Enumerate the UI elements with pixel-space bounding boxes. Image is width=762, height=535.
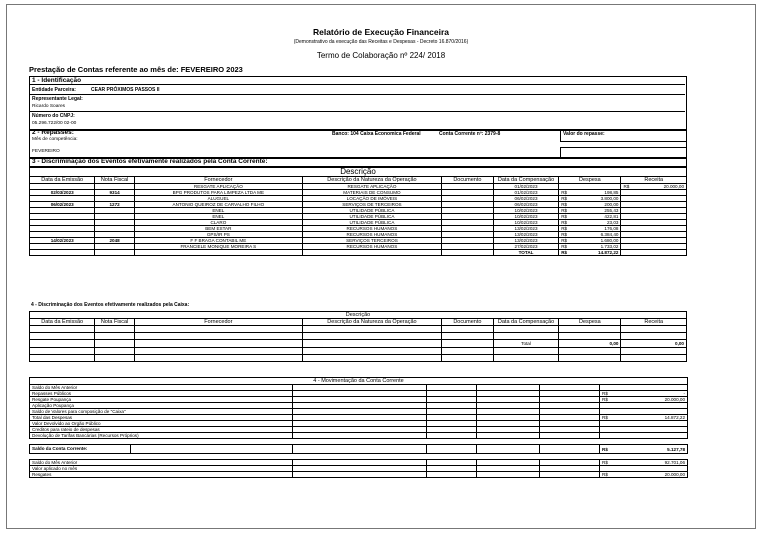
compensation-date: 10/02/2023: [493, 220, 558, 226]
compensation-date: 06/02/2023: [493, 202, 558, 208]
col-header: Despesa: [559, 177, 621, 184]
operation-description: RECURSOS HUMANOS: [302, 226, 441, 232]
col-header: Descrição da Natureza da Operação: [302, 177, 441, 184]
invoice-number: 2048: [95, 238, 134, 244]
col-header: Data da Compensação: [493, 177, 558, 184]
caixa-total-receita: 0,00: [621, 340, 687, 348]
entity-value: CEAR PRÓXIMOS PASSOS II: [91, 87, 160, 93]
operation-description: MATERIAIS DE CONSUMO: [302, 190, 441, 196]
currency-label: R$: [561, 232, 568, 237]
report-title: Relatório de Execução Financeira: [312, 27, 450, 37]
expense-value: 3.800,00: [600, 196, 619, 201]
representative-value: Ricardo Soares: [32, 104, 66, 109]
movement-label: Resgate Poupança: [30, 397, 293, 403]
repasse-value-label: Valor do repasse:: [563, 131, 605, 137]
currency-label: R$: [561, 238, 568, 243]
caixa-description-heading: Descrição: [30, 312, 687, 319]
movement-label: Valor Devolvido ao Orgão Público: [30, 421, 293, 427]
movement-value: 14.872,22: [664, 415, 686, 420]
currency-label: R$: [561, 220, 568, 225]
account-info: Conta Corrente nº: 2379-8: [439, 131, 501, 137]
supplier: CLARO: [134, 220, 302, 226]
table-row: [30, 355, 687, 362]
caixa-total-label: Total: [493, 340, 558, 348]
report-subtitle: (Demonstrativo da execução das Receitas e Despesas - Decreto 16.870/2016): [293, 39, 469, 45]
caixa-table: [29, 311, 687, 362]
col-header: Receita: [621, 319, 687, 326]
expense-value: 255,43: [604, 208, 619, 213]
total-value: 14.872,22: [598, 250, 619, 255]
compensation-date: 13/02/2023: [493, 238, 558, 244]
cnpj-label: Número do CNPJ:: [32, 113, 75, 119]
saldo-label: Saldo da Conta Corrente:: [30, 445, 131, 454]
supplier: ENEL: [134, 214, 302, 220]
movement-label: Total das Despesas: [30, 415, 293, 421]
expense-value: 23,03: [606, 220, 619, 225]
movement-label: Aplicação Poupança: [30, 403, 293, 409]
competence-value: FEVEREIRO: [32, 149, 60, 154]
movement-value: -: [683, 391, 686, 396]
competence-label: Mês de competência:: [32, 137, 78, 142]
supplier: FRANCIELE MONIQUE MOREIRA S: [134, 244, 302, 250]
compensation-date: 13/02/2023: [493, 226, 558, 232]
identification-section-title: 1 - Identificação: [32, 77, 82, 84]
caixa-section-title: 4 - Discriminação dos Eventos efetivamente realizados pela Caixa:: [31, 302, 190, 308]
movement-label: Saldo de Valores para composição de "Caixa": [30, 409, 293, 415]
description-heading: Descrição: [30, 167, 687, 177]
compensation-date: 10/02/2023: [493, 208, 558, 214]
col-header: Fornecedor: [134, 177, 302, 184]
currency-label: R$: [561, 214, 568, 219]
col-header: Data da Compensação: [493, 319, 558, 326]
compensation-date: 06/02/2023: [493, 196, 558, 202]
col-header: Despesa: [559, 319, 621, 326]
operation-description: SERVIÇOS DE TERCEIROS: [302, 202, 441, 208]
col-header: Descrição da Natureza da Operação: [302, 319, 441, 326]
table-header-row: [30, 177, 687, 184]
supplier: ENEL: [134, 208, 302, 214]
supplier: ALUGUEL: [134, 196, 302, 202]
expense-value: 422,81: [604, 214, 619, 219]
bank-info: Banco: 104 Caixa Economica Federal: [332, 131, 421, 137]
events-table: [29, 166, 687, 256]
movement-table: [29, 377, 688, 478]
currency-label: R$: [561, 244, 568, 249]
movement-label: Devolução de Tarifas Bancárias (Recursos Próprios): [30, 433, 293, 439]
emission-date: 06/02/2023: [30, 202, 95, 208]
representative-label: Representante Legal:: [32, 96, 83, 102]
operation-description: UTILIDADE PÚBLICA: [302, 214, 441, 220]
movement-value: 20.000,00: [664, 472, 686, 477]
operation-description: RECURSOS HUMANOS: [302, 232, 441, 238]
cnpj-value: 05.296.722/00 02-00: [32, 121, 77, 126]
caixa-header-row: [30, 319, 687, 326]
currency-label: R$: [602, 460, 608, 465]
col-header: Data da Emissão: [30, 319, 95, 326]
compensation-date: 01/02/2023: [493, 184, 558, 190]
expense-value: 1.733,02: [600, 244, 619, 249]
invoice-number: 1272: [95, 202, 134, 208]
compensation-date: 27/02/2023: [493, 244, 558, 250]
emission-date: 02/03/2023: [30, 190, 95, 196]
divider: [29, 94, 685, 95]
operation-description: SERVIÇOS TERCEIROS: [302, 238, 441, 244]
operation-description: LOCAÇÃO DE IMÓVEIS: [302, 196, 441, 202]
term-number: Termo de Colaboração nº 224/ 2018: [316, 51, 446, 60]
repasses-section-title: 2 - Repasses:: [32, 129, 74, 136]
col-header: Nota Fiscal: [95, 319, 134, 326]
total-row: [30, 250, 687, 256]
operation-description: UTILIDADE PÚBLICA: [302, 208, 441, 214]
supplier: GPS/IR PS: [134, 232, 302, 238]
revenue-value: 20.000,00: [663, 184, 684, 189]
entity-label: Entidade Parceira:: [32, 87, 76, 93]
identification-header-line: [29, 76, 685, 85]
currency-label: R$: [561, 190, 568, 195]
currency-label: R$: [561, 196, 568, 201]
supplier: ANTONIO QUEIROZ DE CARVALHO FILHO: [134, 202, 302, 208]
movement-label: Repasses Públicos: [30, 391, 293, 397]
movement-label: Saldo do Mês Anterior: [30, 385, 293, 391]
divider: [29, 111, 685, 112]
expense-value: 198,85: [604, 190, 619, 195]
supplier: BEM ESTAR: [134, 226, 302, 232]
operation-description: RECURSOS HUMANOS: [302, 244, 441, 250]
col-header: Data da Emissão: [30, 177, 95, 184]
col-header: Nota Fiscal: [95, 177, 134, 184]
movement-row: [30, 472, 688, 478]
currency-label: R$: [602, 391, 608, 396]
saldo-row: [30, 445, 688, 454]
movement-label: Creditos para rateio de despesas: [30, 427, 293, 433]
col-header: Fornecedor: [134, 319, 302, 326]
supplier: F F BRAGA CONTABIL ME: [134, 238, 302, 244]
operation-description: UTILIDADE PÚBLICA: [302, 220, 441, 226]
compensation-date: 10/02/2023: [493, 214, 558, 220]
compensation-date: 13/02/2023: [493, 232, 558, 238]
emission-date: 14/02/2023: [30, 238, 95, 244]
table-row: [30, 348, 687, 355]
invoice-number: 9314: [95, 190, 134, 196]
currency-label: R$: [561, 250, 568, 255]
caixa-total-despesa: 0,00: [559, 340, 621, 348]
operation-description: RESGATE APLICAÇÃO: [302, 184, 441, 190]
movement-value: 92.701,06: [664, 460, 686, 465]
currency-label: R$: [561, 202, 568, 207]
movement-label: Saldo do Mês Anterior: [30, 460, 293, 466]
report-sheet: [6, 4, 756, 529]
compensation-date: 01/02/2023: [493, 190, 558, 196]
expense-value: 1.680,00: [600, 238, 619, 243]
currency-label: R$: [561, 208, 568, 213]
movement-section-title: 4 - Movimentação da Conta Corrente: [30, 378, 688, 385]
col-header: Documento: [441, 177, 493, 184]
expense-value: 176,08: [604, 226, 619, 231]
table-row: [30, 333, 687, 340]
currency-label: R$: [623, 184, 630, 189]
expense-value: 6.384,40: [600, 232, 619, 237]
table-row: [30, 326, 687, 333]
currency-label: R$: [561, 226, 568, 231]
caixa-total-row: [30, 340, 687, 348]
col-header: Receita: [621, 177, 687, 184]
discriminacao-section-title: 3 - Discriminação dos Eventos efetivamente realizados pela Conta Corrente:: [32, 158, 268, 165]
currency-label: R$: [602, 472, 608, 477]
movement-label: Resgates: [30, 472, 293, 478]
movement-value: 20.000,00: [664, 397, 686, 402]
saldo-value: 5.127,78: [667, 446, 686, 452]
currency-label: R$: [602, 446, 608, 452]
currency-label: R$: [602, 415, 608, 420]
movement-label: Valor aplicado no mês: [30, 466, 293, 472]
supplier: BPG PRODUTOS PARA LIMPEZA LTDA ME: [134, 190, 302, 196]
total-label: TOTAL: [493, 250, 558, 256]
supplier: RESGATE APLICAÇÃO: [134, 184, 302, 190]
expense-value: 200,00: [604, 202, 619, 207]
month-heading: Prestação de Contas referente ao mês de: FEVEREIRO 2023: [29, 65, 243, 74]
col-header: Documento: [441, 319, 493, 326]
currency-label: R$: [602, 397, 608, 402]
